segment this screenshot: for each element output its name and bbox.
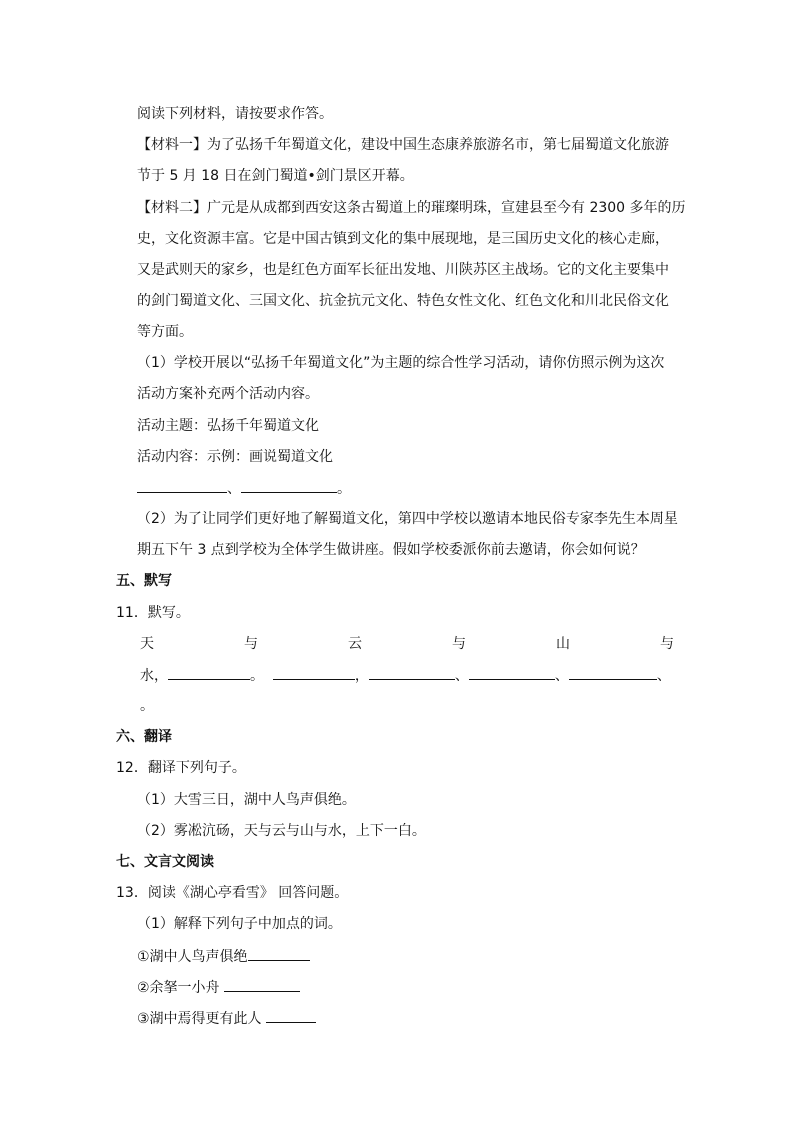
activity-answer-row: 、 。	[137, 478, 351, 499]
word-item-1: ①湖中人鸟声俱绝	[137, 946, 310, 967]
answer-blank[interactable]	[273, 665, 355, 680]
dictation-trailing-mark: 。	[140, 698, 154, 714]
answer-blank[interactable]	[241, 478, 337, 493]
question-11: 11．默写。	[116, 605, 190, 621]
dictation-spread-line: 天 与 云 与 山 与	[140, 636, 674, 652]
material-two-line-4: 的剑门蜀道文化、三国文化、抗金抗元文化、特色女性文化、红色文化和川北民俗文化	[137, 293, 669, 309]
question-2-line-2: 期五下午 3 点到学校为全体学生做讲座。假如学校委派你前去邀请，你会如何说？	[137, 542, 645, 558]
translate-sentence-2: （2）雾凇沆砀，天与云与山与水，上下一白。	[137, 823, 426, 839]
question-1-line-2: 活动方案补充两个活动内容。	[137, 386, 319, 402]
answer-blank[interactable]	[469, 665, 555, 680]
answer-blank[interactable]	[224, 977, 300, 992]
material-two-line-5: 等方面。	[137, 324, 193, 340]
translate-sentence-1: （1）大雪三日，湖中人鸟声俱绝。	[137, 792, 356, 808]
section-five-heading: 五、默写	[116, 573, 172, 589]
question-12: 12．翻译下列句子。	[116, 760, 246, 776]
question-2-line-1: （2）为了让同学们更好地了解蜀道文化，第四中学校以邀请本地民俗专家李先生本周星	[137, 511, 678, 527]
material-two-line-2: 史，文化资源丰富。它是中国古镇到文化的集中展现地，是三国历史文化的核心走廊，	[137, 231, 669, 247]
activity-content: 活动内容：示例：画说蜀道文化	[137, 449, 333, 465]
answer-blank[interactable]	[248, 946, 310, 961]
question-1-line-1: （1）学校开展以“弘扬千年蜀道文化”为主题的综合性学习活动，请你仿照示例为这次	[137, 355, 665, 371]
question-13-part-1: （1）解释下列句子中加点的词。	[137, 916, 342, 932]
material-two-line-3: 又是武则天的家乡，也是红色方面军长征出发地、川陕苏区主战场。它的文化主要集中	[137, 262, 669, 278]
section-seven-heading: 七、文言文阅读	[116, 854, 214, 870]
answer-blank[interactable]	[266, 1008, 316, 1023]
answer-blank[interactable]	[137, 478, 227, 493]
answer-blank[interactable]	[369, 665, 455, 680]
material-two-line-1: 【材料二】广元是从成都到西安这条古蜀道上的璀璨明珠，宣建县至今有 2300 多年的历	[137, 200, 686, 216]
dictation-answer-row: 水， 。 ， 、 、 、	[140, 665, 671, 686]
activity-theme: 活动主题：弘扬千年蜀道文化	[137, 418, 319, 434]
word-item-2: ②余拏一小舟	[137, 977, 300, 998]
intro-text: 阅读下列材料，请按要求作答。	[137, 106, 333, 122]
answer-blank[interactable]	[168, 665, 250, 680]
material-one-line-2: 节于 5 月 18 日在剑门蜀道•剑门景区开幕。	[137, 168, 414, 184]
question-13: 13．阅读《湖心亭看雪》 回答问题。	[116, 885, 349, 901]
section-six-heading: 六、翻译	[116, 729, 172, 745]
answer-blank[interactable]	[569, 665, 657, 680]
material-one-line-1: 【材料一】为了弘扬千年蜀道文化，建设中国生态康养旅游名市，第七届蜀道文化旅游	[137, 137, 669, 153]
word-item-3: ③湖中焉得更有此人	[137, 1008, 316, 1029]
